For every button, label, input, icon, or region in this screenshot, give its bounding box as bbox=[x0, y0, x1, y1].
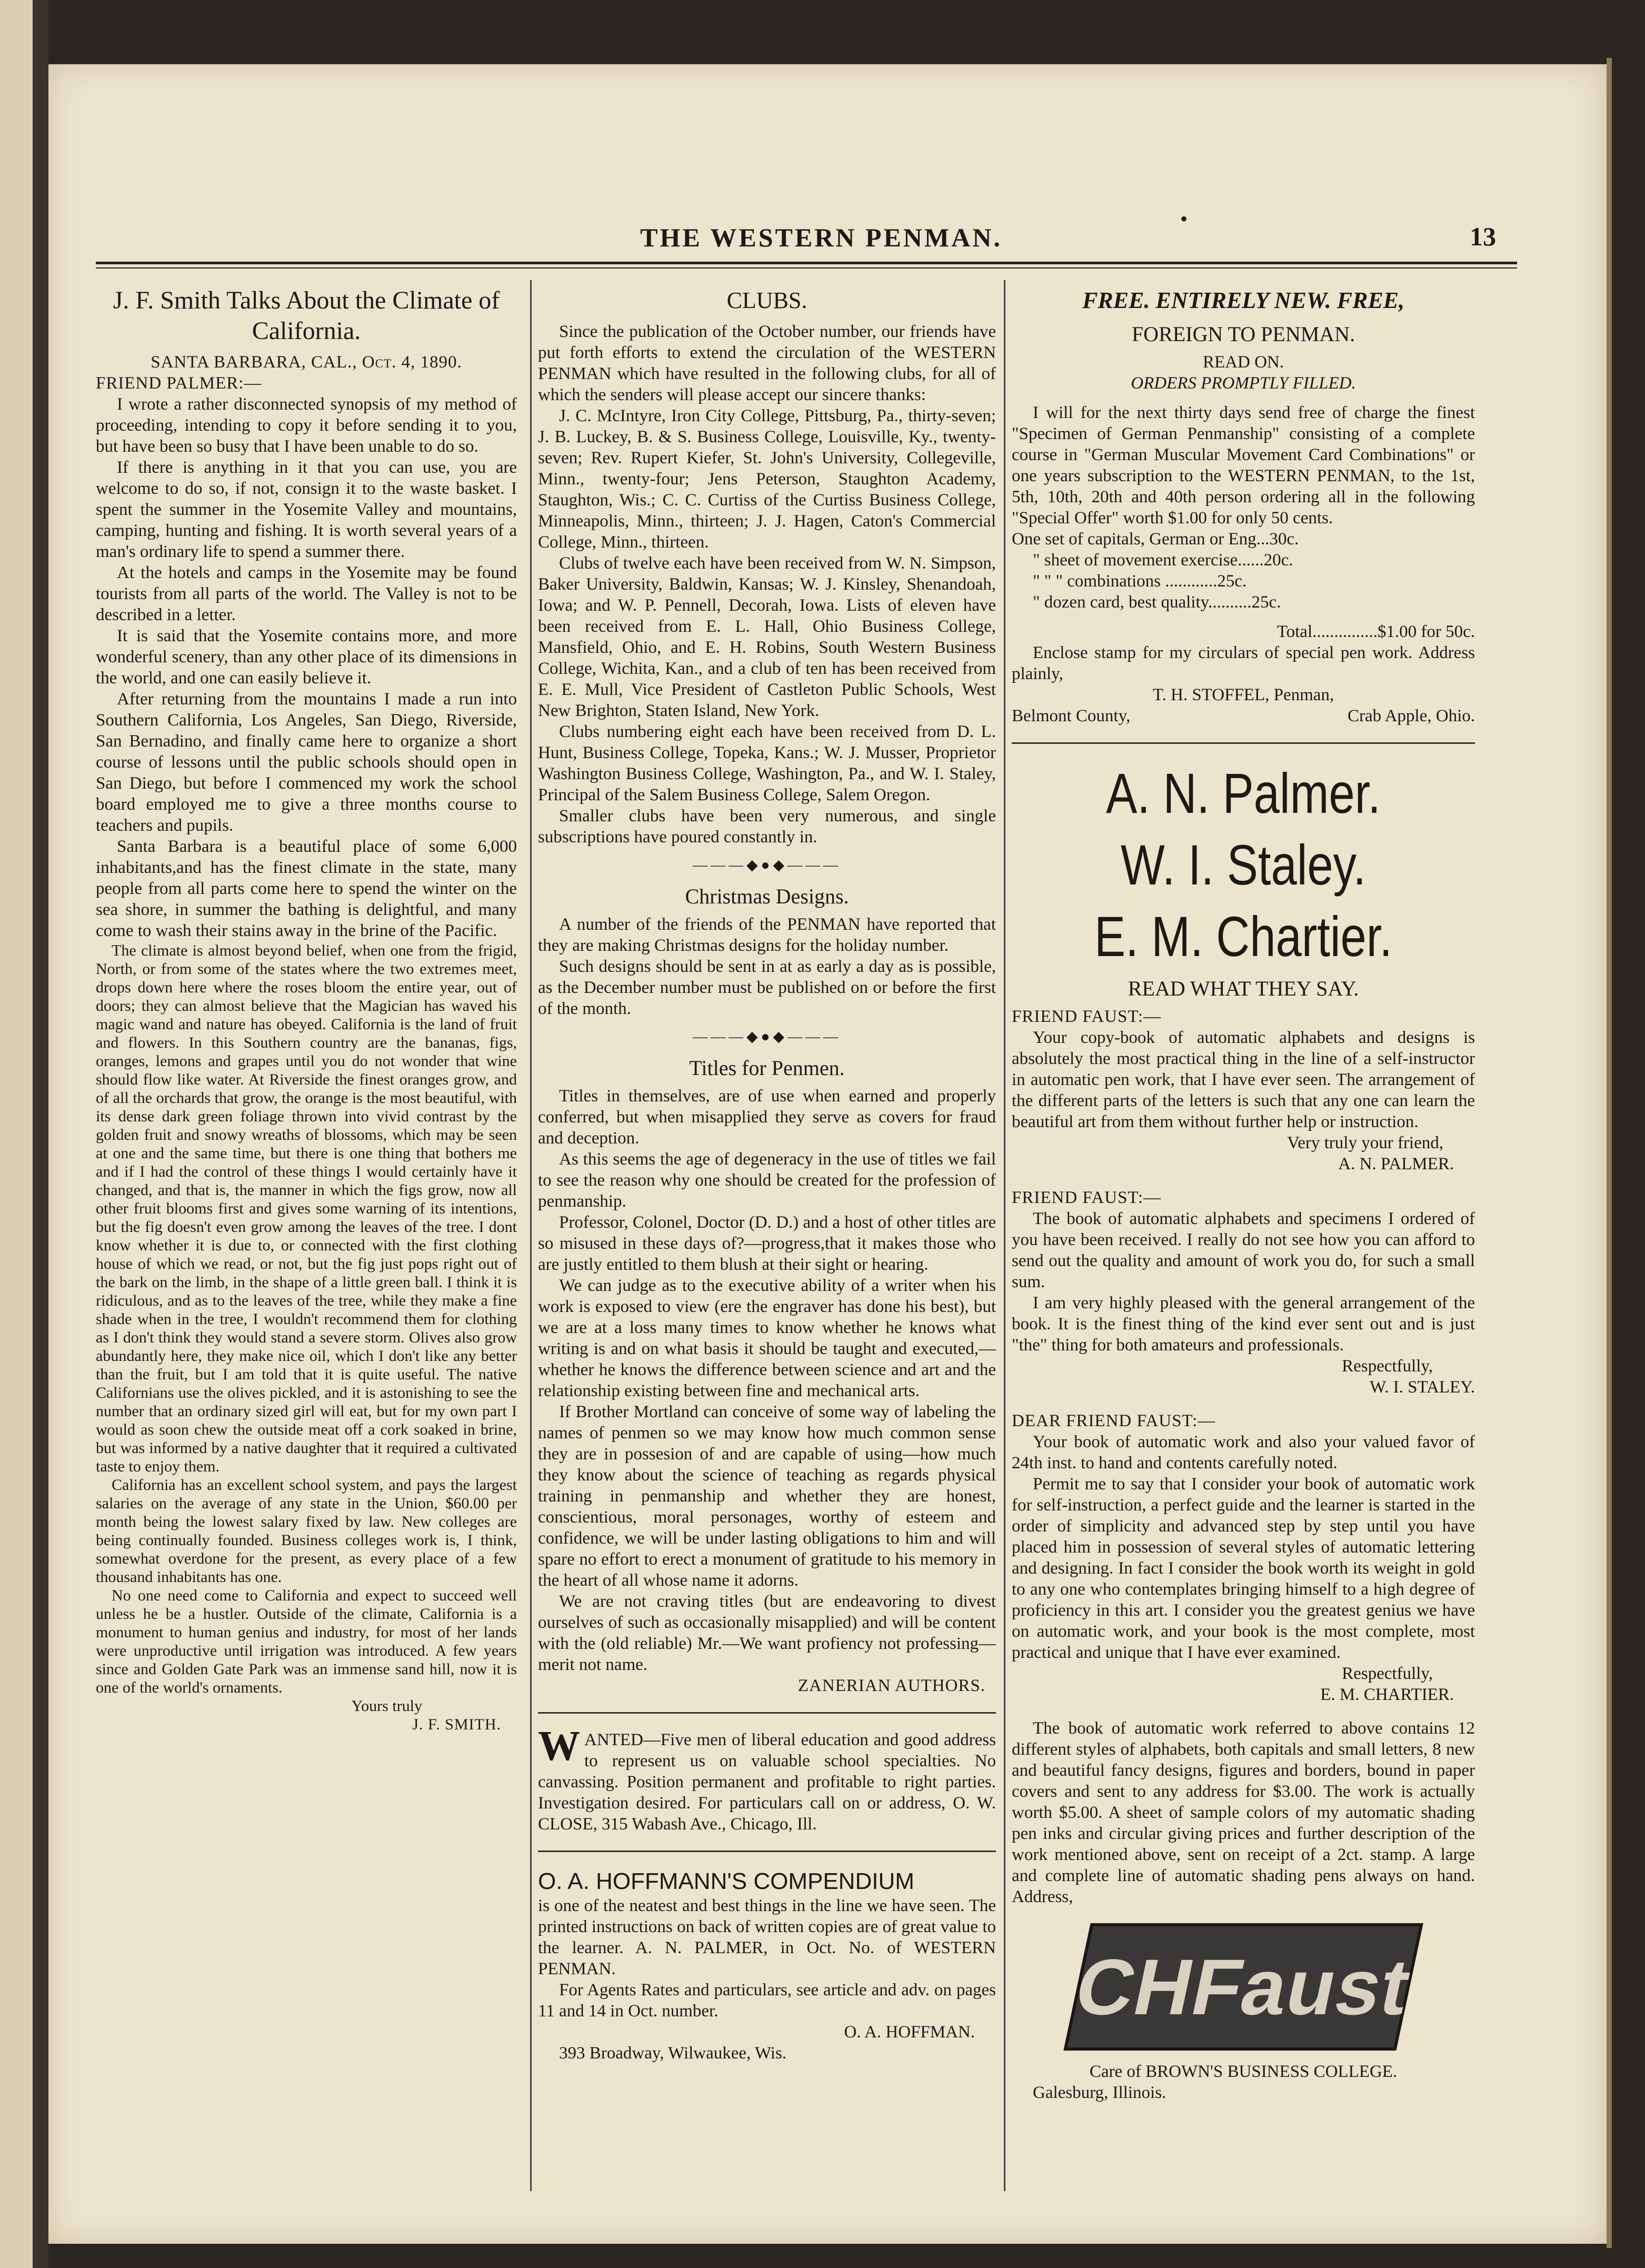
paragraph: Since the publication of the October number, our friends have put forth efforts to extend the circulation of the WESTERN PENMAN which have resulted in the following clubs, for all of which the senders will please accept our sincere thanks: bbox=[538, 322, 996, 404]
column-clubs bbox=[538, 285, 996, 2064]
price-line: " dozen card, best quality..........25c. bbox=[1033, 593, 1281, 612]
salutation: FRIEND FAUST:— bbox=[1012, 1007, 1162, 1026]
paragraph: Clubs numbering eight each have been received from D. L. Hunt, Business College, Topeka, Kans.; W. J. Musser, Proprietor Washington Business College, Washington, Pa., and W. I. Staley, Principal of the Salem Business College, Salem Oregon. bbox=[538, 722, 996, 804]
hoffmann-signature: O. A. HOFFMAN. bbox=[844, 2023, 975, 2042]
stoffel-county: Belmont County, bbox=[1012, 707, 1131, 725]
paragraph: The climate is almost beyond belief, when one from the frigid, North, or from some of the states where the two extremes meet, drops down here where the roses bloom the entire year, out of doors; they can almost believe that the Magician has waved his magic wand and nature has obeyed. California is the land of fruit and flowers. In this Southern country are the bananas, figs, oranges, lemons and grapes until you do not wonder that wine should flow like water. At Riverside the finest oranges grow, and of all the orchards that grow, the orange is the most beautiful, with its dense dark green foliage thrown into vivid contrast by the golden fruit and snowy wreaths of blossoms, which may be seen at one and the same time, but there is one thing that bothers me and if I had the control of these things I would certainly have it changed, and that is, the manner in which the figs grow, now all other fruit blooms first and gives some warning of its intentions, but the fig doesn't even grow among the leaves of the tree. I dont know whether it is due to, or connected with the first clothing house of which we read, or not, but the fig just pops right out of the bark on the limb, in the shape of a little green ball. I think it is ridiculous, and as to the leaves of the tree, while they make a fine shade when in the tree, I wouldn't recommend them for clothing as I don't think they would stand a severe storm. Olives also grow abundantly here, they make nice oil, which I don't like any better than the fruit, but I am told that it is quite useful. The native Californians use the olives pickled, and it is astonishing to see the number that an ordinary sized girl will eat, but for my own part I would as soon chew the outside meat off a cork soaked in brine, but was informed by a native daughter that it required a cultivated taste to enjoy them. bbox=[96, 942, 517, 1475]
closing: Very truly your friend, bbox=[1287, 1133, 1443, 1152]
stoffel-town: Crab Apple, Ohio. bbox=[1348, 707, 1475, 725]
paragraph: After returning from the mountains I made a run into Southern California, Los Angeles, San Diego, Riverside, San Bernadino, and finally came here to organize a short course of lessons until the public schools should open in San Diego, but before I commenced my work the school board employed me to give a three months course to teachers and pupils. bbox=[96, 690, 517, 835]
paragraph: is one of the neatest and best things in the line we have seen. The printed instructions on back of written copies are of great value to the learner. A. N. PALMER, in Oct. No. of WESTERN PENMAN. bbox=[538, 1896, 996, 1978]
hoffmann-title: O. A. HOFFMANN'S COMPENDIUM bbox=[538, 1868, 914, 1894]
header-rule bbox=[96, 262, 1517, 264]
salutation: DEAR FRIEND FAUST:— bbox=[1012, 1411, 1216, 1430]
paragraph: If Brother Mortland can conceive of some way of labeling the names of penmen so we may know how much common sense they are in possesion of and are capable of using—how much they know about the science of teaching as regards physical training in penmanship and whether they are honest, conscientious, moral personages, worthy of esteem and confidence, we will be under lasting obligations to him and will spare no effort to erect a monument of gratitude to his memory in the heart of all whose name it adorns. bbox=[538, 1402, 996, 1590]
paragraph: As this seems the age of degeneracy in the use of titles we fail to see the reason why one should be created for the profession of penmanship. bbox=[538, 1150, 996, 1211]
page-number: 13 bbox=[1470, 222, 1496, 251]
closing: Yours truly bbox=[351, 1697, 422, 1715]
read-on: READ ON. bbox=[1203, 353, 1284, 372]
paragraph: Enclose stamp for my circulars of special pen work. Address plainly, bbox=[1012, 643, 1475, 683]
signature: J. F. SMITH. bbox=[412, 1716, 501, 1733]
faust-logo bbox=[1063, 1923, 1423, 2051]
column-divider bbox=[1004, 280, 1005, 2191]
column-divider bbox=[530, 280, 532, 2191]
wanted-drop-cap: W bbox=[538, 1723, 580, 1769]
page-edge bbox=[1607, 58, 1612, 2248]
faust-logo-text: CHFaust bbox=[1068, 1943, 1419, 2031]
closing: Respectfully, bbox=[1342, 1357, 1433, 1376]
free-title: FREE. ENTIRELY NEW. FREE, bbox=[1082, 287, 1405, 313]
salutation: FRIEND PALMER:— bbox=[96, 374, 262, 393]
paragraph: Smaller clubs have been very numerous, and single subscriptions have poured constantly in. bbox=[538, 807, 996, 847]
signature: W. I. STALEY. bbox=[1370, 1378, 1475, 1397]
paragraph: Your copy-book of automatic alphabets and designs is absolutely the most practical thing in the line of a self-instructor in automatic pen work, that I have ever seen. The arrangement of the different parts of the letters is such that any one can learn the beautiful art from them without further help or instruction. bbox=[1012, 1028, 1475, 1131]
titles-title: Titles for Penmen. bbox=[689, 1056, 845, 1080]
section-rule bbox=[538, 1851, 996, 1852]
clubs-title: CLUBS. bbox=[726, 287, 807, 313]
header-rule-thin bbox=[96, 267, 1517, 268]
price-line: One set of capitals, German or Eng...30c. bbox=[1012, 530, 1299, 549]
city: Galesburg, Illinois. bbox=[1033, 2083, 1167, 2102]
paragraph: No one need come to California and expect to succeed well unless he be a hustler. Outside of the climate, California is a monument to human genius and industry, for most of her lands were unproductive until irrigation was introduced. A few years since and Golden Gate Park was an immense sand hill, now it is one of the world's ornaments. bbox=[96, 1587, 517, 1696]
signature: A. N. PALMER. bbox=[1338, 1155, 1454, 1173]
paragraph: Permit me to say that I consider your book of automatic work for self-instruction, a perfect guide and the learner is started in the order of simplicity and advanced step by step until you have placed him in possession of several styles of automatic lettering and designing. In fact I consider the book worth its weight in gold to any one who contemplates bringing himself to a high degree of proficiency in this art. I consider you the greatest genius we have on automatic work, and your book is the most complete, most practical and unique that I have ever examined. bbox=[1012, 1475, 1475, 1662]
paragraph: It is said that the Yosemite contains more, and more wonderful scenery, than any other place of its dimensions in the world, and one can easily believe it. bbox=[96, 626, 517, 688]
paragraph: Such designs should be sent in at as early a day as is possible, as the December number must be published on or before the first of the month. bbox=[538, 957, 996, 1018]
paragraph: I will for the next thirty days send free of charge the finest "Specimen of German Penmanship" consisting of a complete course in "German Muscular Movement Card Combinations" or one years subscription to the WESTERN PENMAN, to the 1st, 5th, 10th, 20th and 40th person ordering all in the following "Special Offer" worth $1.00 for only 50 cents. bbox=[1012, 403, 1475, 528]
hoffmann-address: 393 Broadway, Wilwaukee, Wis. bbox=[559, 2044, 787, 2063]
care-of: Care of BROWN'S BUSINESS COLLEGE. bbox=[1089, 2062, 1398, 2081]
wanted-ad bbox=[538, 1723, 996, 1835]
testimonial-name: A. N. Palmer. bbox=[1106, 761, 1381, 825]
column-advertisements bbox=[1012, 285, 1475, 2103]
paragraph: The book of automatic work referred to above contains 12 different styles of alphabets, both capitals and small letters, 8 new and beautiful fancy designs, figures and borders, bound in paper covers and sent to any address for $3.00. The work is actually worth $5.00. A sheet of sample colors of my automatic shading pen inks and circular giving prices and further description of the work mentioned above, sent on receipt of a 2ct. stamp. A large and complete line of automatic shading pens always on hand. Address, bbox=[1012, 1719, 1475, 1906]
ornament-divider: ———◆●◆——— bbox=[693, 857, 841, 873]
paragraph: At the hotels and camps in the Yosemite may be found tourists from all parts of the world. The Valley is not to be described in a letter. bbox=[96, 563, 517, 624]
paragraph: We are not craving titles (but are endeavoring to divest ourselves of such as occasionally misapplied) and will be content with the (old reliable) Mr.—We want profiency not professing—merit not name. bbox=[538, 1592, 996, 1674]
adjacent-page-edge bbox=[0, 0, 33, 2268]
paragraph: Professor, Colonel, Doctor (D. D.) and a host of other titles are so misused in these days of?—progress,that it makes those who are justly entitled to them blush at their sight or hearing. bbox=[538, 1213, 996, 1274]
paragraph: I wrote a rather disconnected synopsis of my method of proceeding, intending to copy it before sending it to you, but have been so busy that I have been unable to do so. bbox=[96, 395, 517, 456]
column-smith-letter bbox=[96, 285, 517, 1734]
paragraph: The book of automatic alphabets and specimens I ordered of you have been received. I really do not see how you can afford to send out the quality and amount of work you do, for such a small sum. bbox=[1012, 1209, 1475, 1291]
testimonial-name: E. M. Chartier. bbox=[1094, 904, 1392, 968]
paragraph: A number of the friends of the PENMAN have reported that they are making Christmas designs for the holiday number. bbox=[538, 915, 996, 955]
christmas-title: Christmas Designs. bbox=[685, 884, 849, 908]
paragraph: Your book of automatic work and also your valued favor of 24th inst. to hand and contents carefully noted. bbox=[1012, 1433, 1475, 1473]
free-subtitle: FOREIGN TO PENMAN. bbox=[1131, 322, 1355, 346]
paragraph: Clubs of twelve each have been received from W. N. Simpson, Baker University, Baldwin, Kansas; W. J. Kinsley, Shenandoah, Iowa; and W. P. Pennell, Decorah, Iowa. Lists of eleven have been received from E. L. Hall, Ohio Business College, Mansfield, Ohio, and E. H. Robins, South Western Business College, Wichita, Kan., and a club of ten has been received from E. E. Mull, Vice President of Castleton Public Schools, West New Brighton, Staten Island, New York. bbox=[538, 554, 996, 720]
masthead-title: THE WESTERN PENMAN. bbox=[640, 223, 1002, 252]
ornament-divider: ———◆●◆——— bbox=[693, 1029, 841, 1045]
section-rule bbox=[538, 1712, 996, 1714]
paragraph: I am very highly pleased with the general arrangement of the book. It is the finest thing of the kind ever sent out and is just "the" thing for both amateurs and professionals. bbox=[1012, 1294, 1475, 1355]
paragraph: California has an excellent school system, and pays the largest salaries on the average of any state in the Union, $60.00 per month being the lowest salary fixed by law. New colleges are being continually founded. Business colleges work is, I think, somewhat overdone for the present, as every place of a few thousand inhabitants has one. bbox=[96, 1476, 517, 1586]
newspaper-page bbox=[48, 64, 1607, 2244]
stoffel-address bbox=[1012, 705, 1475, 727]
closing: Respectfully, bbox=[1342, 1664, 1433, 1683]
wanted-text: ANTED—Five men of liberal education and good address to represent us on valuable school specialties. No canvassing. Position permanent and profitable to right parties. Investigation desired. For particulars call on or address, O. W. CLOSE, 315 Wabash Ave., Chicago, Ill. bbox=[538, 1730, 996, 1834]
article-signature: ZANERIAN AUTHORS. bbox=[797, 1676, 985, 1695]
signature: E. M. CHARTIER. bbox=[1320, 1685, 1454, 1704]
price-line: " " " combinations ............25c. bbox=[1033, 572, 1247, 591]
dateline: SANTA BARBARA, CAL., Oct. 4, 1890. bbox=[151, 353, 462, 372]
testimonial-name: W. I. Staley. bbox=[1121, 833, 1366, 897]
orders-line: ORDERS PROMPTLY FILLED. bbox=[1131, 374, 1356, 393]
section-rule bbox=[1012, 742, 1475, 744]
paragraph: For Agents Rates and particulars, see article and adv. on pages 11 and 14 in Oct. number. bbox=[538, 1981, 996, 2021]
paragraph: Santa Barbara is a beautiful place of some 6,000 inhabitants,and has the finest climate in the state, many people from all parts come here to spend the winter on the sea shore, in summer the bathing is delightful, and many come to wash their stains away in the brine of the Pacific. bbox=[96, 837, 517, 940]
binding-gutter bbox=[33, 0, 48, 2268]
article-title: J. F. Smith Talks About the Climate of California. bbox=[113, 286, 500, 345]
paragraph: We can judge as to the executive ability of a writer when his work is exposed to view (ere the engraver has done his best), but we are at a loss many times to know whether he knows what writing is and on what basis it should be taught and executed,—whether he knows the difference between science and art and the relationship existing between fine and mechanical arts. bbox=[538, 1276, 996, 1400]
paragraph: Titles in themselves, are of use when earned and properly conferred, but when misapplied they serve as covers for fraud and deception. bbox=[538, 1087, 996, 1148]
price-total: Total...............$1.00 for 50c. bbox=[1277, 622, 1475, 641]
paragraph: If there is anything in it that you can use, you are welcome to do so, if not, consign it to the waste basket. I spent the summer in the Yosemite Valley and mountains, camping, hunting and fishing. It is worth several years of a man's ordinary life to spend a summer there. bbox=[96, 458, 517, 561]
read-what-heading: READ WHAT THEY SAY. bbox=[1128, 977, 1359, 1000]
ink-dot: • bbox=[1180, 207, 1188, 231]
price-line: " sheet of movement exercise......20c. bbox=[1033, 551, 1293, 570]
paragraph: J. C. McIntyre, Iron City College, Pittsburg, Pa., thirty-seven; J. B. Luckey, B. & S. Business College, Louisville, Ky., twenty-seven; Rev. Rupert Kiefer, St. John's University, Collegeville, Minn., twenty-four; Jens Peterson, Staughton Academy, Staughton, Wis.; C. C. Curtiss of the Curtiss Business College, Minneapolis, Minn., thirteen; J. J. Hagen, Caton's Commercial College, Minn., thirteen. bbox=[538, 406, 996, 552]
salutation: FRIEND FAUST:— bbox=[1012, 1188, 1162, 1207]
stoffel-name: T. H. STOFFEL, Penman, bbox=[1152, 685, 1334, 704]
